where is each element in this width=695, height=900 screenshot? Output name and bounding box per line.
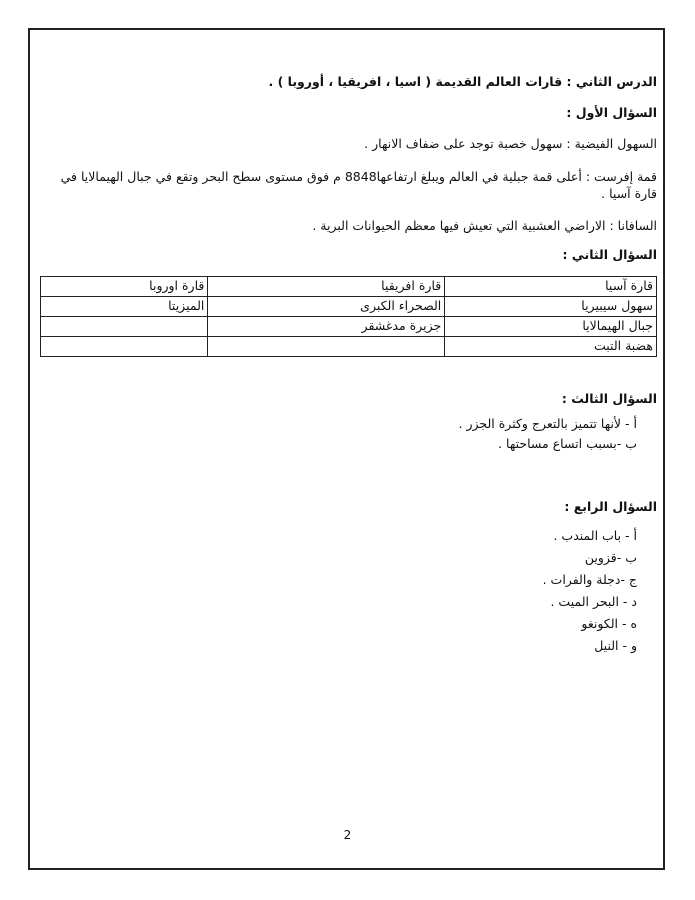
answer-item: ب -قزوين xyxy=(584,550,637,565)
lesson-title: الدرس الثاني : قارات العالم القديمة ( اسيا ، افريقيا ، أوروبا ) . xyxy=(268,74,657,89)
question3-heading: السؤال الثالث : xyxy=(561,390,657,406)
table-row xyxy=(41,316,657,336)
definition-savanna: السافانا : الاراضي العشبية التي تعيش فيها معظم الحيوانات البرية . xyxy=(312,218,657,234)
answer-item: أ - باب المندب . xyxy=(553,528,637,544)
table-cell xyxy=(208,336,445,356)
page-number: 2 xyxy=(343,828,352,842)
table-cell: سهول سيبيريا xyxy=(445,297,657,317)
answer-item: أ - لأنها تتميز بالتعرج وكثرة الجزر . xyxy=(458,415,637,431)
table-row xyxy=(41,297,657,317)
definition-everest: قمة إفرست : أعلى قمة جبلية في العالم ويبلغ ارتفاعها8848 م فوق مستوى سطح البحر وتقع في جبال الهيمالايا في قارة آسيا . xyxy=(60,168,657,201)
answer-item: ب -بسبب اتساع مساحتها . xyxy=(498,436,637,452)
table-cell: هضبة التبت xyxy=(445,336,657,356)
answer-item: د - البحر الميت . xyxy=(550,593,637,609)
question4-heading: السؤال الرابع : xyxy=(564,499,657,515)
definition-floodplains: السهول الفيضية : سهول خصبة توجد على ضفاف الانهار . xyxy=(364,135,657,151)
answer-item: ج -دجلة والفرات . xyxy=(542,571,637,587)
table-cell: جبال الهيمالايا xyxy=(445,316,657,336)
question1-heading: السؤال الأول : xyxy=(566,104,657,120)
table-cell xyxy=(41,336,208,356)
table-row xyxy=(41,336,657,356)
question2-heading: السؤال الثاني : xyxy=(562,247,657,263)
table-cell: الصحراء الكبرى xyxy=(208,297,445,317)
question4-answers xyxy=(36,528,657,654)
question3-answers xyxy=(36,416,657,454)
table-cell: الميزيتا xyxy=(41,297,208,317)
table-cell: قارة آسيا xyxy=(445,277,657,297)
table-row xyxy=(41,277,657,297)
continents-table xyxy=(40,276,657,357)
answer-item: ه - الكونغو xyxy=(581,615,637,631)
table-cell xyxy=(41,316,208,336)
table-cell: قارة اوروبا xyxy=(41,277,208,297)
table-cell: قارة افريقيا xyxy=(208,277,445,297)
answer-item: و - النيل xyxy=(594,637,637,653)
table-cell: جزيرة مدغشقر xyxy=(208,316,445,336)
document-body xyxy=(36,64,657,659)
